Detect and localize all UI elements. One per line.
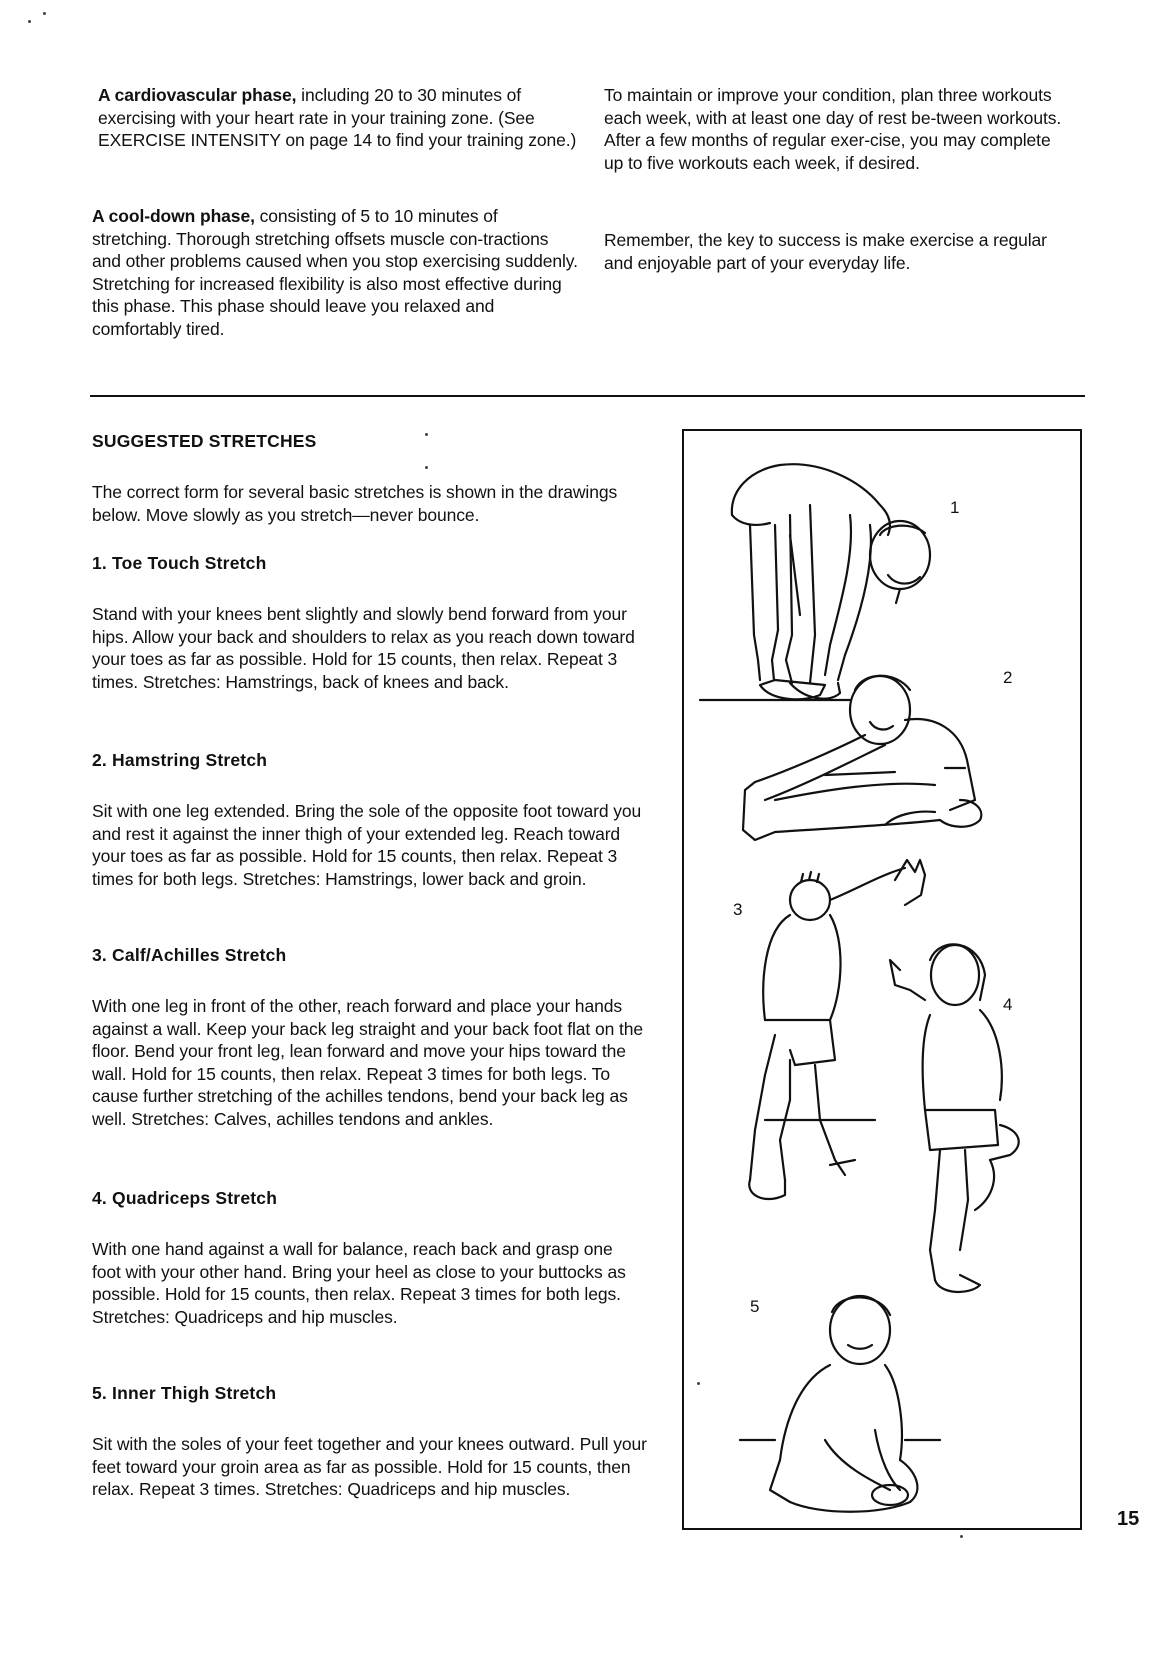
stretch-text-2: Sit with one leg extended. Bring the sole of the opposite foot toward you and rest it against the inner thigh of your extended leg. Reach toward your toes as far as possible. Hold for 15 counts, then relax. Repeat 3 times for both legs. Stretches: Hamstrings, lower back and groin. (92, 801, 642, 889)
page-number: 15 (1117, 1508, 1140, 1530)
hamstring-stretch-illustration (735, 650, 1015, 860)
stretch-text-5: Sit with the soles of your feet together and your knees outward. Pull your feet toward your groin area as far as possible. Hold for 15 counts, then relax. Repeat 3 times. Stretches: Quadriceps and hip muscles. (92, 1434, 647, 1500)
cooldown-phase-paragraph (92, 205, 582, 341)
scan-speck (425, 466, 428, 469)
stretch-text-4: With one hand against a wall for balance, reach back and grasp one foot with your other hand. Bring your heel as close to your buttocks as possible. Hold for 15 counts, then relax. Repeat 3 times for both legs. Stretches: Quadriceps and hip muscles. (92, 1239, 626, 1327)
stretch-text-1: Stand with your knees bent slightly and slowly bend forward from your hips. Allow your back and shoulders to relax as you reach down toward your toes as far as possible. Hold for 15 counts, then relax. Repeat 3 times. Stretches: Hamstrings, back of knees and back. (92, 604, 635, 692)
section-divider (90, 395, 1085, 397)
cooldown-phase-text: consisting of 5 to 10 minutes of stretching. Thorough stretching offsets muscle con-tractions and other problems caused when you stop exercising suddenly. Stretching for increased flexibility is also most effective during this phase. This phase should leave you relaxed and comfortably tired. (92, 206, 578, 339)
suggested-stretches-heading: SUGGESTED STRETCHES (92, 431, 317, 451)
stretch-title-2: 2. Hamstring Stretch (92, 750, 268, 770)
figure-number-5: 5 (750, 1297, 760, 1316)
stretch-title-3: 3. Calf/Achilles Stretch (92, 945, 287, 965)
key-to-success-paragraph: Remember, the key to success is make exercise a regular and enjoyable part of your everyday life. (604, 230, 1047, 273)
scan-speck (960, 1535, 963, 1538)
cardio-phase-text: including 20 to 30 minutes of exercising with your heart rate in your training zone. (See EXERCISE INTENSITY on page 14 to find your training zone.) (98, 85, 577, 151)
scan-speck (43, 12, 46, 15)
stretch-text-3: With one leg in front of the other, reach forward and place your hands against a wall. Keep your back leg straight and your back foot flat on the floor. Bend your front leg, lean forward and move your hips toward the wall. Hold for 15 counts, then relax. Repeat 3 times for both legs. To cause further stretching of the achilles tendons, bend your back leg as well. Stretches: Calves, achilles tendons and ankles. (92, 996, 643, 1129)
cardio-phase-paragraph (98, 84, 588, 152)
workout-plan-paragraph: To maintain or improve your condition, plan three workouts each week, with at least one day of rest be-tween workouts. After a few months of regular exer-cise, you may complete up to five workouts each week, if desired. (604, 85, 1062, 173)
figure-number-3: 3 (733, 900, 743, 919)
figure-number-2: 2 (1003, 668, 1013, 687)
figure-number-4: 4 (1003, 995, 1013, 1014)
scan-speck (425, 433, 428, 436)
scan-speck (697, 1382, 700, 1385)
cardio-phase-lead: A cardiovascular phase, (98, 85, 297, 105)
quadriceps-stretch-illustration (880, 930, 1030, 1300)
stretch-title-4: 4. Quadriceps Stretch (92, 1188, 278, 1208)
stretch-title-5: 5. Inner Thigh Stretch (92, 1383, 277, 1403)
cooldown-phase-lead: A cool-down phase, (92, 206, 255, 226)
figure-number-1: 1 (950, 498, 960, 517)
stretches-intro: The correct form for several basic stretches is shown in the drawings below. Move slowly as you stretch—never bounce. (92, 482, 618, 525)
scan-speck (28, 20, 31, 23)
inner-thigh-stretch-illustration (740, 1290, 970, 1530)
stretch-title-1: 1. Toe Touch Stretch (92, 553, 267, 573)
